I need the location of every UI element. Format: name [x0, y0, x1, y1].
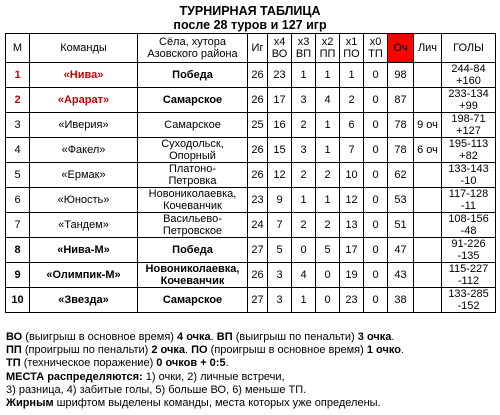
- cell-l: 19: [340, 263, 364, 288]
- cell-team: «Ермак»: [30, 163, 138, 188]
- cell-wp: 0: [292, 238, 316, 263]
- note-line-5: 3) разница, 4) забитые голы, 5) больше ВО, 6) меньше ТП.: [6, 383, 307, 396]
- cell-lp: 2: [316, 213, 340, 238]
- cell-village: Победа: [138, 63, 248, 88]
- cell-goals: 91-226 -135: [442, 238, 496, 263]
- cell-l: 13: [340, 213, 364, 238]
- cell-tl: 0: [364, 113, 388, 138]
- note-3-b: (техническое поражение): [20, 357, 157, 370]
- note-line-6: [6, 397, 496, 410]
- cell-team: «Иверия»: [30, 113, 138, 138]
- note-2-b: (проигрыш по пенальти): [21, 344, 152, 357]
- header-tl: [364, 34, 388, 63]
- cell-team: «Юность»: [30, 188, 138, 213]
- note-1-g: 3 очка: [357, 331, 392, 343]
- cell-goals: 198-71 +127: [442, 113, 496, 138]
- note-3-a: ТП: [6, 357, 21, 370]
- cell-goals: 133-285 -152: [442, 288, 496, 313]
- note-line-4: [6, 371, 496, 384]
- cell-goals: 115-227 -112: [442, 263, 496, 288]
- note-2-g: 1 очко: [366, 344, 401, 357]
- note-1-e: ВП: [216, 331, 233, 343]
- cell-lp: 1: [316, 138, 340, 163]
- cell-points: 78: [388, 113, 414, 138]
- cell-points: 98: [388, 63, 414, 88]
- cell-l: 7: [340, 138, 364, 163]
- note-1-f: (выигрыш по пенальти): [232, 331, 358, 343]
- cell-wp: 3: [292, 138, 316, 163]
- legend-notes: [6, 331, 496, 410]
- cell-games: 27: [248, 238, 268, 263]
- header-wp-mult: х3: [297, 36, 310, 48]
- cell-games: 27: [248, 288, 268, 313]
- header-place: М: [6, 34, 30, 63]
- header-tl-label: ТП: [368, 48, 383, 60]
- cell-w: 9: [268, 188, 292, 213]
- cell-w: 12: [268, 163, 292, 188]
- cell-h2h: [414, 63, 442, 88]
- header-team: Команды: [30, 34, 138, 63]
- cell-tl: 0: [364, 188, 388, 213]
- cell-place: 2: [6, 88, 30, 113]
- note-1-a: ВО: [6, 331, 23, 343]
- cell-points: 78: [388, 138, 414, 163]
- cell-goals: 108-156 -48: [442, 213, 496, 238]
- header-w: [268, 34, 292, 63]
- cell-lp: 1: [316, 63, 340, 88]
- note-1-b: (выигрыш в основное время): [22, 331, 178, 343]
- header-village: [138, 34, 248, 63]
- note-line-1: [6, 331, 496, 344]
- cell-points: 38: [388, 288, 414, 313]
- cell-place: 5: [6, 163, 30, 188]
- cell-w: 7: [268, 213, 292, 238]
- cell-lp: 4: [316, 88, 340, 113]
- note-4-a: МЕСТА распределяются:: [6, 370, 143, 383]
- cell-village: Новониколаевка, Кочеванчик: [138, 188, 248, 213]
- cell-games: 26: [248, 138, 268, 163]
- cell-goals: 133-143 -10: [442, 163, 496, 188]
- cell-tl: 0: [364, 213, 388, 238]
- table-row: [6, 138, 496, 163]
- header-w-mult: х4: [273, 36, 286, 48]
- cell-h2h: [414, 213, 442, 238]
- cell-team: «Звезда»: [30, 288, 138, 313]
- cell-l: 23: [340, 288, 364, 313]
- table-row: [6, 263, 496, 288]
- note-3-d: .: [225, 357, 229, 370]
- header-goals: ГОЛЫ: [442, 34, 496, 63]
- note-2-e: ПО: [191, 344, 208, 357]
- cell-points: 87: [388, 88, 414, 113]
- cell-h2h: [414, 238, 442, 263]
- header-village-line-2: Азовского района: [147, 48, 238, 60]
- header-row: [6, 34, 496, 63]
- cell-l: 17: [340, 238, 364, 263]
- note-line-2: [6, 344, 496, 357]
- cell-w: 3: [268, 288, 292, 313]
- cell-tl: 0: [364, 163, 388, 188]
- table-row: [6, 163, 496, 188]
- cell-games: 26: [248, 63, 268, 88]
- table-row: [6, 288, 496, 313]
- note-2-h: .: [400, 344, 404, 357]
- cell-team: «Олимпик-М»: [30, 263, 138, 288]
- cell-l: 6: [340, 113, 364, 138]
- header-l: [340, 34, 364, 63]
- note-1-c: 4 очка: [177, 331, 211, 343]
- cell-village: Победа: [138, 238, 248, 263]
- header-wp: [292, 34, 316, 63]
- cell-place: 3: [6, 113, 30, 138]
- cell-goals: 233-134 +99: [442, 88, 496, 113]
- cell-goals: 117-128 -11: [442, 188, 496, 213]
- note-1-h: .: [391, 331, 395, 343]
- note-2-d: .: [185, 344, 192, 357]
- table-row: [6, 213, 496, 238]
- note-1-d: .: [210, 331, 217, 343]
- note-2-a: ПП: [6, 344, 22, 357]
- note-line-3: [6, 357, 496, 370]
- table-row: [6, 113, 496, 138]
- cell-points: 51: [388, 213, 414, 238]
- cell-games: 26: [248, 263, 268, 288]
- cell-tl: 0: [364, 138, 388, 163]
- cell-lp: 0: [316, 263, 340, 288]
- cell-wp: 1: [292, 63, 316, 88]
- header-games: Иг: [248, 34, 268, 63]
- cell-team: «Факел»: [30, 138, 138, 163]
- cell-games: 26: [248, 88, 268, 113]
- header-lp-mult: х2: [321, 36, 334, 48]
- cell-place: 10: [6, 288, 30, 313]
- cell-w: 17: [268, 88, 292, 113]
- cell-village: Суходольск, Опорный: [138, 138, 248, 163]
- cell-village: Платоно- Петровка: [138, 163, 248, 188]
- cell-lp: 1: [316, 188, 340, 213]
- cell-h2h: 9 оч: [414, 113, 442, 138]
- cell-h2h: [414, 163, 442, 188]
- header-wp-label: ВП: [295, 48, 312, 60]
- header-tl-mult: х0: [369, 36, 382, 48]
- table-title: [0, 4, 500, 32]
- cell-points: 43: [388, 263, 414, 288]
- rows-body: [6, 63, 496, 313]
- note-3-c: 0 очков + 0:5: [156, 357, 226, 370]
- cell-lp: 1: [316, 113, 340, 138]
- cell-goals: 195-113 +82: [442, 138, 496, 163]
- cell-tl: 0: [364, 263, 388, 288]
- cell-wp: 1: [292, 288, 316, 313]
- header-lp: [316, 34, 340, 63]
- cell-lp: 5: [316, 238, 340, 263]
- header-w-label: ВО: [271, 48, 288, 60]
- title-line-2: после 28 туров и 127 игр: [173, 18, 327, 32]
- table-row: [6, 63, 496, 88]
- cell-village: Васильево- Петровское: [138, 213, 248, 238]
- cell-points: 53: [388, 188, 414, 213]
- note-2-c: 2 очка: [151, 344, 186, 357]
- header-l-mult: х1: [345, 36, 358, 48]
- table-row: [6, 238, 496, 263]
- header-l-label: ПО: [343, 48, 360, 60]
- cell-village: Самарское: [138, 113, 248, 138]
- cell-l: 1: [340, 63, 364, 88]
- cell-h2h: [414, 88, 442, 113]
- cell-wp: 2: [292, 113, 316, 138]
- header-points: Оч: [388, 34, 414, 63]
- cell-place: 9: [6, 263, 30, 288]
- cell-village: Самарское: [138, 88, 248, 113]
- cell-wp: 3: [292, 88, 316, 113]
- cell-place: 4: [6, 138, 30, 163]
- header-village-line-1: Сёла, хутора: [159, 36, 226, 48]
- note-2-f: (проигрыш в основное время): [207, 344, 367, 357]
- header-h2h: Лич: [414, 34, 442, 63]
- cell-h2h: 6 оч: [414, 138, 442, 163]
- note-6-b: шрифтом выделены команды, места которых уже определены.: [53, 397, 381, 410]
- cell-w: 15: [268, 138, 292, 163]
- cell-wp: 1: [292, 188, 316, 213]
- cell-games: 26: [248, 163, 268, 188]
- cell-place: 1: [6, 63, 30, 88]
- cell-games: 25: [248, 113, 268, 138]
- cell-l: 10: [340, 163, 364, 188]
- cell-lp: 2: [316, 163, 340, 188]
- cell-h2h: [414, 188, 442, 213]
- cell-l: 2: [340, 88, 364, 113]
- cell-points: 47: [388, 238, 414, 263]
- cell-tl: 0: [364, 238, 388, 263]
- cell-lp: 0: [316, 288, 340, 313]
- cell-tl: 0: [364, 288, 388, 313]
- cell-wp: 2: [292, 163, 316, 188]
- cell-team: «Тандем»: [30, 213, 138, 238]
- cell-tl: 0: [364, 88, 388, 113]
- cell-games: 24: [248, 213, 268, 238]
- cell-l: 12: [340, 188, 364, 213]
- cell-games: 23: [248, 188, 268, 213]
- table-row: [6, 188, 496, 213]
- table-row: [6, 88, 496, 113]
- title-line-1: ТУРНИРНАЯ ТАБЛИЦА: [179, 4, 321, 18]
- cell-wp: 2: [292, 213, 316, 238]
- cell-wp: 4: [292, 263, 316, 288]
- cell-goals: 244-84 +160: [442, 63, 496, 88]
- cell-team: «Нива-М»: [30, 238, 138, 263]
- cell-w: 5: [268, 238, 292, 263]
- cell-h2h: [414, 288, 442, 313]
- cell-place: 8: [6, 238, 30, 263]
- cell-village: Самарское: [138, 288, 248, 313]
- cell-place: 7: [6, 213, 30, 238]
- cell-village: Новониколаевка, Кочеванчик: [138, 263, 248, 288]
- cell-w: 23: [268, 63, 292, 88]
- cell-place: 6: [6, 188, 30, 213]
- header-lp-label: ПП: [319, 48, 336, 60]
- note-6-a: Жирным: [6, 397, 54, 410]
- cell-team: «Нива»: [30, 63, 138, 88]
- cell-h2h: [414, 263, 442, 288]
- cell-team: «Арарат»: [30, 88, 138, 113]
- standings-table: [5, 33, 496, 313]
- cell-tl: 0: [364, 63, 388, 88]
- note-4-b: 1) очки, 2) личные встречи,: [142, 370, 285, 383]
- cell-w: 3: [268, 263, 292, 288]
- cell-w: 16: [268, 113, 292, 138]
- cell-points: 62: [388, 163, 414, 188]
